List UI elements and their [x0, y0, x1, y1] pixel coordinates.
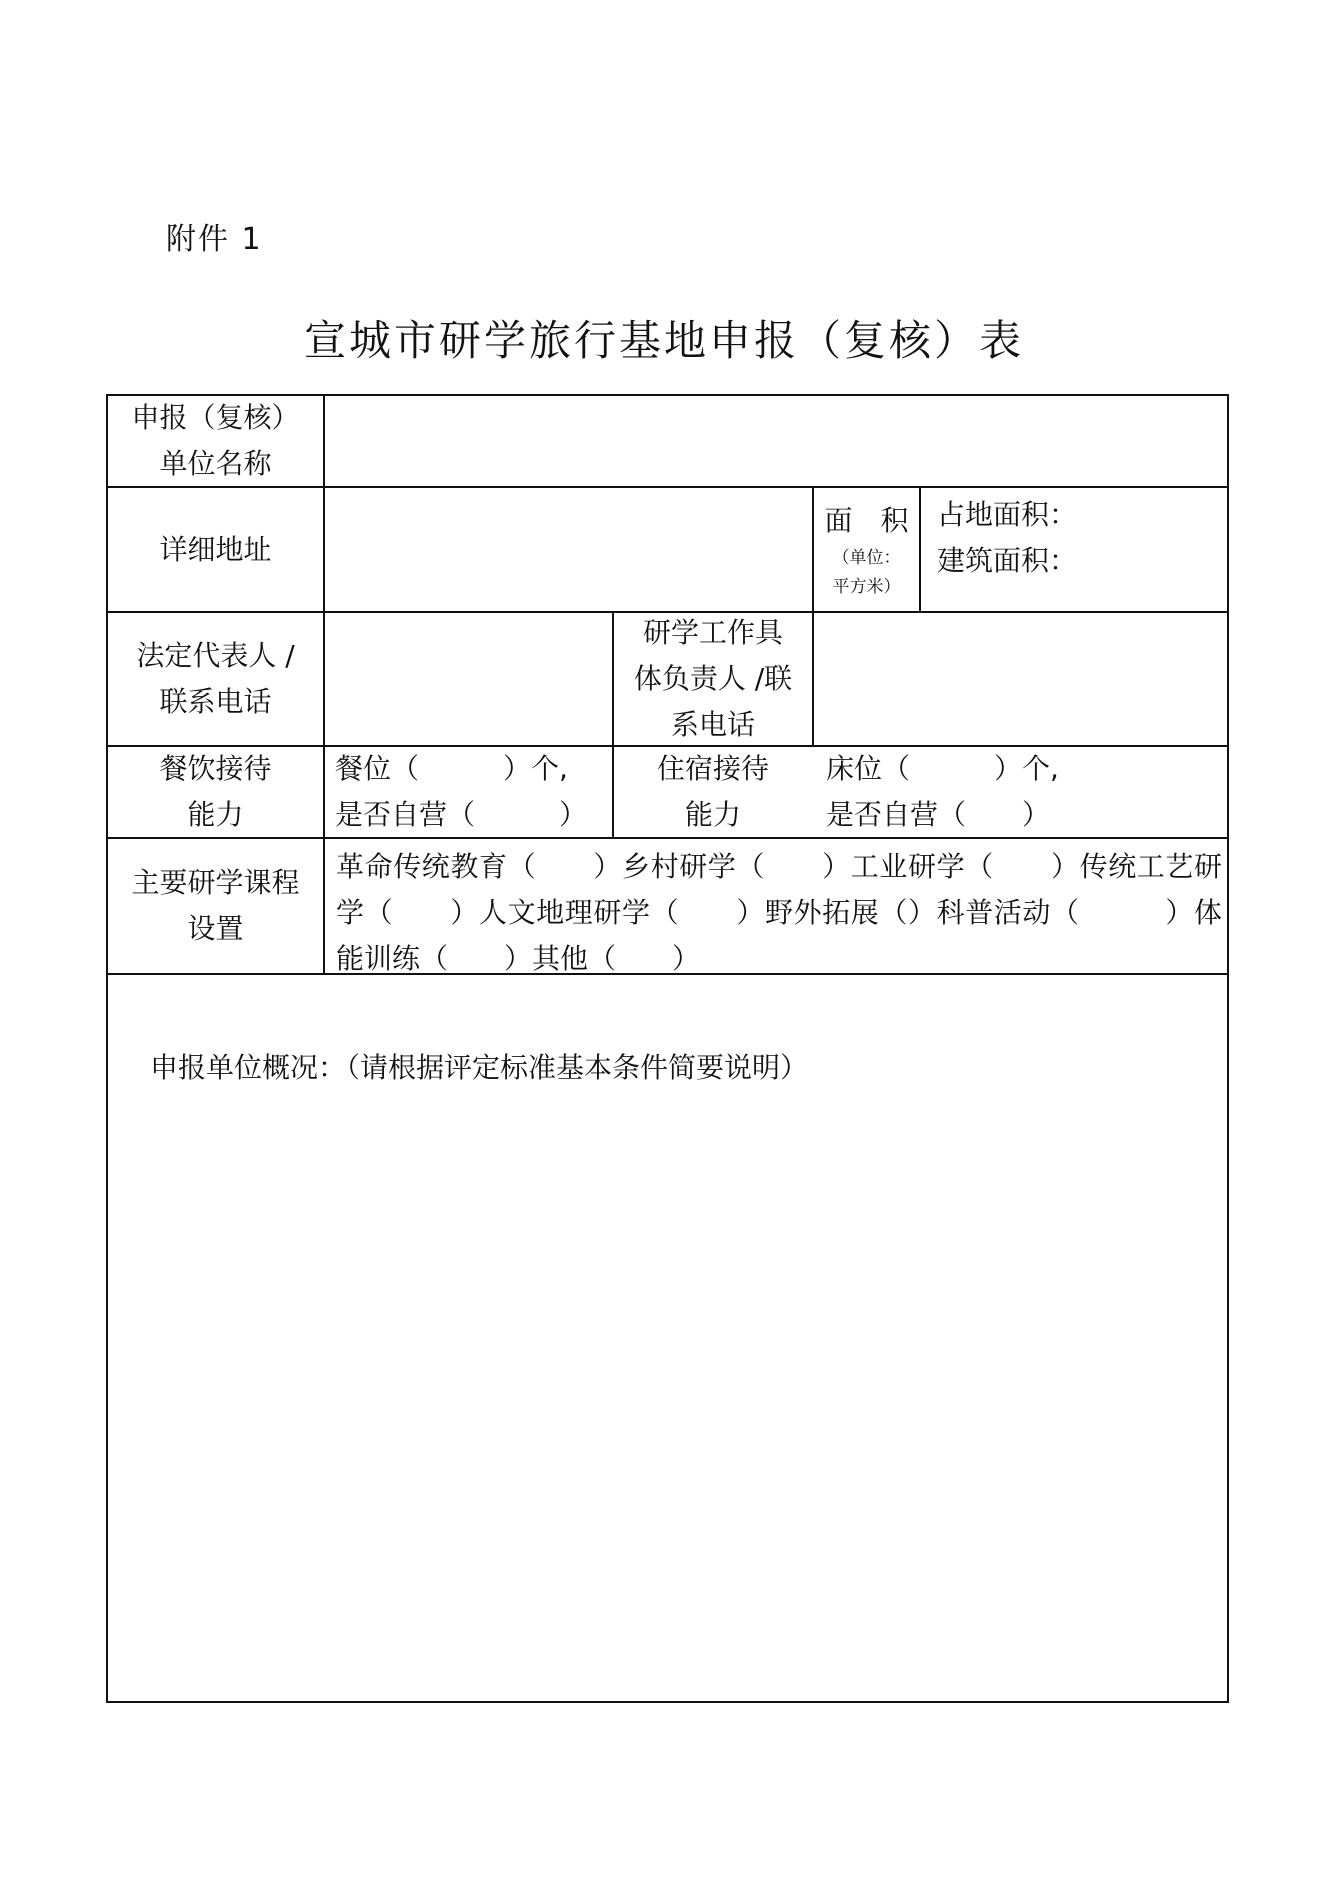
unit-name-label-line-2: 单位名称: [159, 447, 272, 480]
page-title: 宣城市研学旅行基地申报（复核）表: [303, 316, 1024, 365]
study-lead-label-line-3: 系电话: [670, 708, 755, 741]
study-lead-label-line-2: 体负责人 /联: [633, 662, 793, 695]
lodging-label-line-1: 住宿接待: [656, 752, 769, 785]
legal-rep-label-line-1: 法定代表人 /: [136, 639, 295, 672]
study-lead-label-line-1: 研学工作具: [642, 616, 783, 649]
legal-rep-field[interactable]: [325, 613, 612, 745]
study-lead-label: [614, 613, 812, 745]
courses-label: [108, 839, 323, 973]
catering-field[interactable]: [325, 747, 612, 837]
unit-name-field[interactable]: [325, 396, 1227, 486]
address-field[interactable]: [325, 488, 812, 611]
overview-label: 申报单位概况：（请根据评定标准基本条件简要说明）: [150, 1051, 809, 1084]
courses-label-line-1: 主要研学课程: [131, 866, 300, 899]
study-lead-field[interactable]: [814, 613, 1227, 745]
lodging-label: [614, 747, 812, 837]
land-area-label: 占地面积：: [937, 498, 1078, 531]
building-area-label: 建筑面积：: [937, 544, 1078, 577]
courses-field[interactable]: 革命传统教育（ ）乡村研学（ ）工业研学（ ）传统工艺研学（ ）人文地理研学（ ）野外拓展（）科普活动（ ）体能训练（ ）其他（ ）: [336, 850, 1222, 975]
overview-field[interactable]: [108, 1090, 1227, 1701]
legal-rep-label: [108, 613, 323, 745]
lodging-self-run-text: 是否自营（ ）: [826, 798, 1051, 831]
attachment-label: 附件 1: [166, 222, 263, 257]
table-border-right: [1227, 394, 1229, 1703]
unit-name-label: [108, 396, 323, 486]
area-unit-note-line-1: （单位：: [832, 547, 901, 568]
table-border-bottom: [106, 1701, 1229, 1703]
lodging-label-line-2: 能力: [684, 798, 741, 831]
area-values[interactable]: [921, 488, 1227, 611]
unit-name-label-line-1: 申报（复核）: [131, 401, 300, 434]
lodging-beds-text: 床位（ ）个,: [826, 752, 1059, 785]
catering-label: [108, 747, 323, 837]
legal-rep-label-line-2: 联系电话: [159, 685, 272, 718]
catering-seats-text: 餐位（ ）个,: [335, 752, 568, 785]
lodging-field[interactable]: [814, 747, 1227, 837]
catering-label-line-2: 能力: [187, 798, 244, 831]
catering-self-run-text: 是否自营（ ）: [335, 798, 588, 831]
area-label-text: 面 积: [824, 503, 909, 537]
area-unit-note-line-2: 平方米）: [832, 576, 901, 597]
address-label: 详细地址: [159, 532, 272, 566]
catering-label-line-1: 餐饮接待: [159, 752, 272, 785]
courses-label-line-2: 设置: [187, 912, 244, 945]
area-label: [814, 488, 919, 611]
